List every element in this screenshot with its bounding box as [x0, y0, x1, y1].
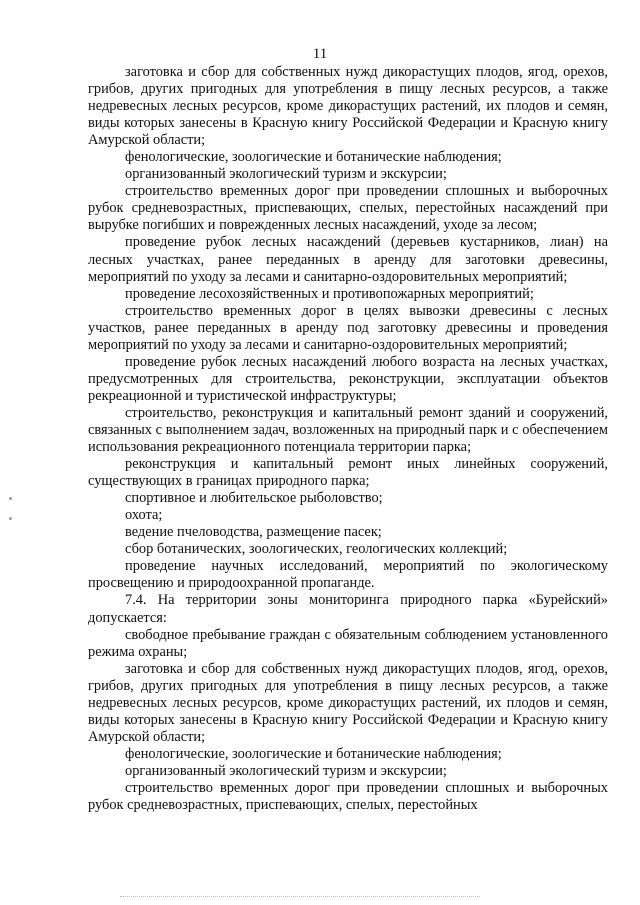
- paragraph: проведение лесохозяйственных и противопожарных мероприятий;: [125, 285, 534, 302]
- paragraph: ведение пчеловодства, размещение пасек;: [125, 524, 382, 541]
- paragraph: строительство временных дорог в целях вывозки древесины с лесных участков, ранее переданных в аренду под заготовку древесины и проведения мероприятий по уходу за лесами и санитарно-оздоровительных мероприятий;: [88, 302, 608, 353]
- paragraph: спортивное и любительское рыболовство;: [125, 490, 383, 507]
- paragraph: строительство временных дорог при проведении сплошных и выборочных рубок средневозрастных, приспевающих, спелых, перестойных: [88, 779, 608, 814]
- paragraph: сбор ботанических, зоологических, геологических коллекций;: [125, 541, 508, 558]
- paragraph: проведение рубок лесных насаждений (деревьев кустарников, лиан) на лесных участках, ранее переданных в аренду для заготовки древесины, мероприятий по уходу за лесами и санитарно-оздоровительных мероприятий;: [88, 234, 608, 285]
- scan-margin-mark: [9, 517, 12, 520]
- scan-bottom-edge: [120, 896, 480, 898]
- paragraph: заготовка и сбор для собственных нужд дикорастущих плодов, ягод, орехов, грибов, других пригодных для употребления в пищу лесных ресурсов, а также недревесных лесных ресурсов, кроме дикорастущих растений, их плодов и семян, виды которых занесены в Красную книгу Российской Федерации и Красную книгу Амурской области;: [88, 660, 608, 745]
- document-body: [88, 64, 608, 814]
- paragraph: строительство, реконструкция и капитальный ремонт зданий и сооружений, связанных с выполнением задач, возложенных на природный парк и с обеспечением использования рекреационного потенциала территории парка;: [88, 404, 608, 456]
- paragraph: охота;: [125, 507, 163, 524]
- paragraph: проведение научных исследований, мероприятий по экологическому просвещению и природоохранной пропаганде.: [88, 558, 608, 592]
- paragraph: реконструкция и капитальный ремонт иных линейных сооружений, существующих в границах природного парка;: [88, 456, 608, 490]
- paragraph: свободное пребывание граждан с обязательным соблюдением установленного режима охраны;: [88, 626, 608, 660]
- paragraph: организованный экологический туризм и экскурсии;: [125, 166, 447, 183]
- scan-margin-mark: [9, 497, 12, 500]
- paragraph: фенологические, зоологические и ботанические наблюдения;: [125, 149, 502, 166]
- paragraph: проведение рубок лесных насаждений любого возраста на лесных участках, предусмотренных для строительства, реконструкции, эксплуатации объектов рекреационной и туристической инфраструктуры;: [88, 353, 608, 404]
- paragraph: фенологические, зоологические и ботанические наблюдения;: [125, 745, 502, 762]
- paragraph: заготовка и сбор для собственных нужд дикорастущих плодов, ягод, орехов, грибов, других пригодных для употребления в пищу лесных ресурсов, а также недревесных лесных ресурсов, кроме дикорастущих растений, их плодов и семян, виды которых занесены в Красную книгу Российской Федерации и Красную книгу Амурской области;: [88, 64, 608, 149]
- paragraph: строительство временных дорог при проведении сплошных и выборочных рубок средневозрастных, приспевающих, спелых, перестойных насаждений при вырубке погибших и поврежденных лесных насаждений, уходе за лесом;: [88, 183, 608, 234]
- paragraph: организованный экологический туризм и экскурсии;: [125, 762, 447, 779]
- section-heading-paragraph: 7.4. На территории зоны мониторинга природного парка «Бурейский» допускается:: [88, 592, 608, 626]
- page-number: 11: [312, 46, 328, 62]
